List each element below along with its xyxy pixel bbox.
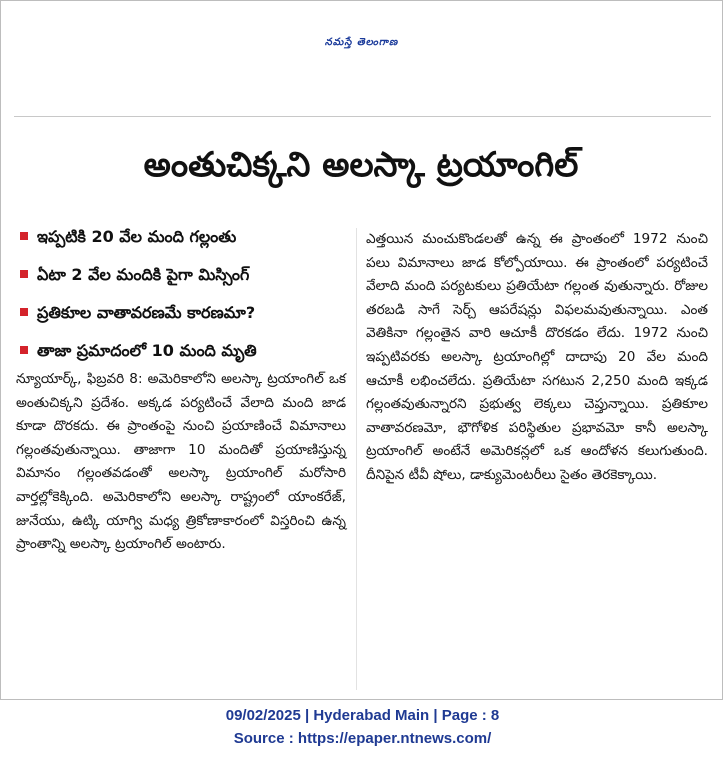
highlight-item <box>20 332 350 370</box>
article-paragraph: న్యూయార్క్, ఫిబ్రవరి 8: అమెరికాలోని అలస్కా ట్రయాంగిల్ ఒక అంతుచిక్కని ప్రదేశం. అక్కడ పర్యటించే వేలాది మంది జాడ కూడా దొరకదు. ఈ ప్రాంతంపై నుంచి ప్రయాణించే విమానాలు గల్లంతవుతున్నాయి. తాజాగా 10 మందితో ప్రయాణిస్తున్న విమానం గల్లంతవడంతో అలస్కా ట్రయాంగిల్ మరోసారి వార్తల్లోకెక్కింది. అమెరికాలోని అలస్కా రాష్ట్రంలో యాంకరేజ్, జునేయు, ఉట్కి యాగ్వి మధ్య త్రికోణాకారంలో విస్తరించి ఉన్న ప్రాంతాన్ని అలస్కా ట్రయాంగిల్ అంటారు. <box>16 371 346 553</box>
highlight-item <box>20 294 350 332</box>
article-paragraph: ఎత్తయిన మంచుకొండలతో ఉన్న ఈ ప్రాంతంలో 1972 నుంచి పలు విమానాలు జాడ కోల్పోయాయి. ఈ ప్రాంతంలో పర్యటించే వేలాది మంది పర్యటకులు ప్రతియేటా గల్లంత వుతున్నారు. రోజుల తరబడి సాగే సెర్చ్ ఆపరేషన్లు విఫలమవుతున్నాయి. ఎంత వెతికినా గల్లంతైన వారి ఆచూకీ దొరకడం లేదు. 1972 నుంచి ఇప్పటివరకు అలస్కా ట్రయాంగిల్లో దాదాపు 20 వేల మంది ఆచూకీ లభించలేదు. ప్రతియేటా సగటున 2,250 మంది ఇక్కడ గల్లంతవుతున్నారని ప్రభుత్వ లెక్కలు చెప్తున్నాయి. ప్రతికూల వాతావరణమో, భౌగోళిక పరిస్థితుల ప్రభావమో కానీ అలస్కా ట్రయాంగిల్ అంటేనే అమెరికన్లలో ఒక ఆందోళన కలుగుతుంది. దీనిపైన టీవీ షోలు, డాక్యుమెంటరీలు సైతం తెరకెక్కాయి. <box>366 231 708 483</box>
highlight-text: ప్రతికూల వాతావరణమే కారణమా? <box>37 303 256 322</box>
red-square-bullet-icon <box>20 232 28 240</box>
highlight-text: ఏటా 2 వేల మందికి పైగా మిస్సింగ్ <box>37 265 250 284</box>
edition-info: 09/02/2025 | Hyderabad Main | Page : 8 <box>225 707 500 724</box>
red-square-bullet-icon <box>20 346 28 354</box>
red-square-bullet-icon <box>20 308 28 316</box>
highlight-item <box>20 218 350 256</box>
highlight-text: తాజా ప్రమాదంలో 10 మంది మృతి <box>37 341 257 360</box>
article-headline: అంతుచిక్కని అలస్కా ట్రయాంగిల్ <box>143 145 579 185</box>
source-link[interactable]: Source : https://epaper.ntnews.com/ <box>233 730 492 747</box>
highlight-list <box>20 218 350 370</box>
article-column-right <box>366 228 708 488</box>
article-column-left <box>16 368 346 557</box>
highlight-item <box>20 256 350 294</box>
highlight-text: ఇప్పటికి 20 వేల మంది గల్లంతు <box>37 227 237 246</box>
column-divider <box>356 228 357 690</box>
newspaper-masthead: నమస్తే తెలంగాణ <box>324 37 399 48</box>
masthead-divider <box>14 116 711 117</box>
red-square-bullet-icon <box>20 270 28 278</box>
